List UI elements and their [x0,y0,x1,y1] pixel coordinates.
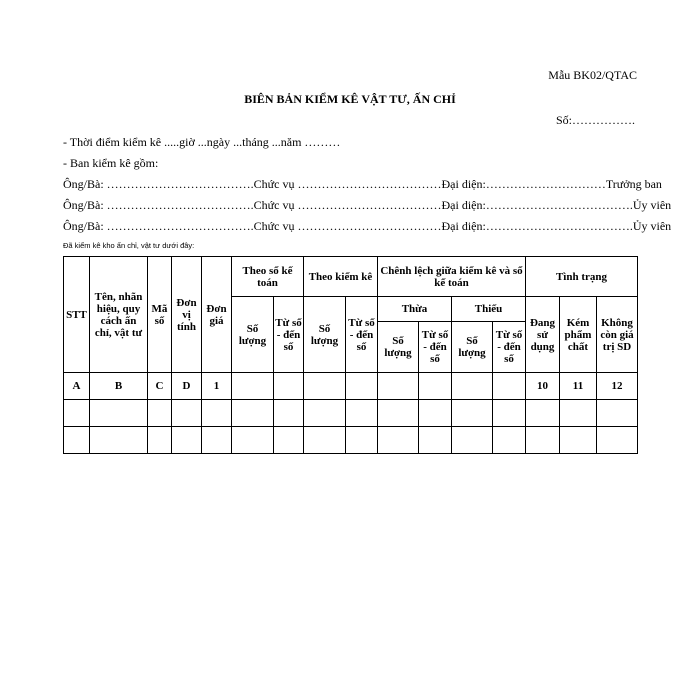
table-cell [304,427,346,454]
table-cell [452,400,493,427]
table-cell [148,400,172,427]
table-cell [172,400,202,427]
table-cell [202,427,232,454]
inventory-board-line: - Ban kiểm kê gồm: [63,156,159,170]
table-cell: B [90,373,148,400]
board-member-line: Ông/Bà: ……………………………….Chức vụ ………………………………Đại diện:…………………………Trưởng ban [63,177,662,191]
table-cell [304,400,346,427]
table-cell [346,373,378,400]
table-cell [526,400,560,427]
header-stt: STT [64,257,90,373]
table-cell: 10 [526,373,560,400]
header-status: Tình trạng [526,257,638,297]
table-cell: 1 [202,373,232,400]
document-title: BIÊN BẢN KIỂM KÊ VẬT TƯ, ẤN CHỈ [244,92,456,106]
table-cell [202,400,232,427]
header-surplus: Thừa [378,297,452,322]
table-cell [274,427,304,454]
column-code-row [64,373,638,400]
header-unit: Đơn vị tính [172,257,202,373]
header-in-use: Đang sử dụng [526,297,560,373]
table-cell [232,373,274,400]
header-item-name: Tên, nhãn hiệu, quy cách ấn chỉ, vật tư [90,257,148,373]
board-member-line: Ông/Bà: ……………………………….Chức vụ ………………………………Đại diện:……………………………….Ủy viên [63,219,672,233]
table-cell [232,427,274,454]
table-cell [493,373,526,400]
header-poor-quality: Kém phẩm chất [560,297,597,373]
table-cell: 12 [597,373,638,400]
table-intro: Đã kiểm kê kho ấn chỉ, vật tư dưới đây: [63,241,195,250]
board-member-line: Ông/Bà: ……………………………….Chức vụ ………………………………Đại diện:……………………………….Ủy viên [63,198,672,212]
table-cell [452,427,493,454]
header-by-books: Theo sổ kế toán [232,257,304,297]
inventory-table [63,256,638,454]
header-serial-range: Từ số - đến số [493,322,526,373]
table-cell [419,427,452,454]
table-cell [452,373,493,400]
table-cell [346,400,378,427]
form-code: Mẫu BK02/QTAC [548,68,637,82]
table-cell [560,427,597,454]
table-cell [90,400,148,427]
header-quantity: Số lượng [452,322,493,373]
table-cell [274,373,304,400]
table-cell [304,373,346,400]
table-cell [560,400,597,427]
header-serial-range: Từ số - đến số [346,297,378,373]
table-cell [346,427,378,454]
header-code: Mã số [148,257,172,373]
header-unit-price: Đơn giá [202,257,232,373]
table-cell [172,427,202,454]
header-quantity: Số lượng [378,322,419,373]
table-cell [419,373,452,400]
table-cell [148,427,172,454]
document-number: Số:……………. [556,113,636,127]
header-quantity: Số lượng [232,297,274,373]
table-cell [493,427,526,454]
table-cell: D [172,373,202,400]
inventory-time-line: - Thời điểm kiểm kê .....giờ ...ngày ...tháng ...năm ……… [63,135,341,149]
header-difference: Chênh lệch giữa kiểm kê và sổ kế toán [378,257,526,297]
table-cell [64,427,90,454]
table-row [64,427,638,454]
header-no-value: Không còn giá trị SD [597,297,638,373]
table-cell [64,400,90,427]
table-cell [232,400,274,427]
table-cell: A [64,373,90,400]
header-serial-range: Từ số - đến số [419,322,452,373]
table-row [64,400,638,427]
table-cell [597,427,638,454]
table-cell [378,373,419,400]
header-quantity: Số lượng [304,297,346,373]
table-cell [378,400,419,427]
header-by-count: Theo kiểm kê [304,257,378,297]
table-cell [493,400,526,427]
table-cell [419,400,452,427]
table-cell [274,400,304,427]
table-cell [378,427,419,454]
header-shortage: Thiếu [452,297,526,322]
table-cell [90,427,148,454]
table-cell: 11 [560,373,597,400]
table-cell: C [148,373,172,400]
table-cell [597,400,638,427]
header-serial-range: Từ số - đến số [274,297,304,373]
table-cell [526,427,560,454]
